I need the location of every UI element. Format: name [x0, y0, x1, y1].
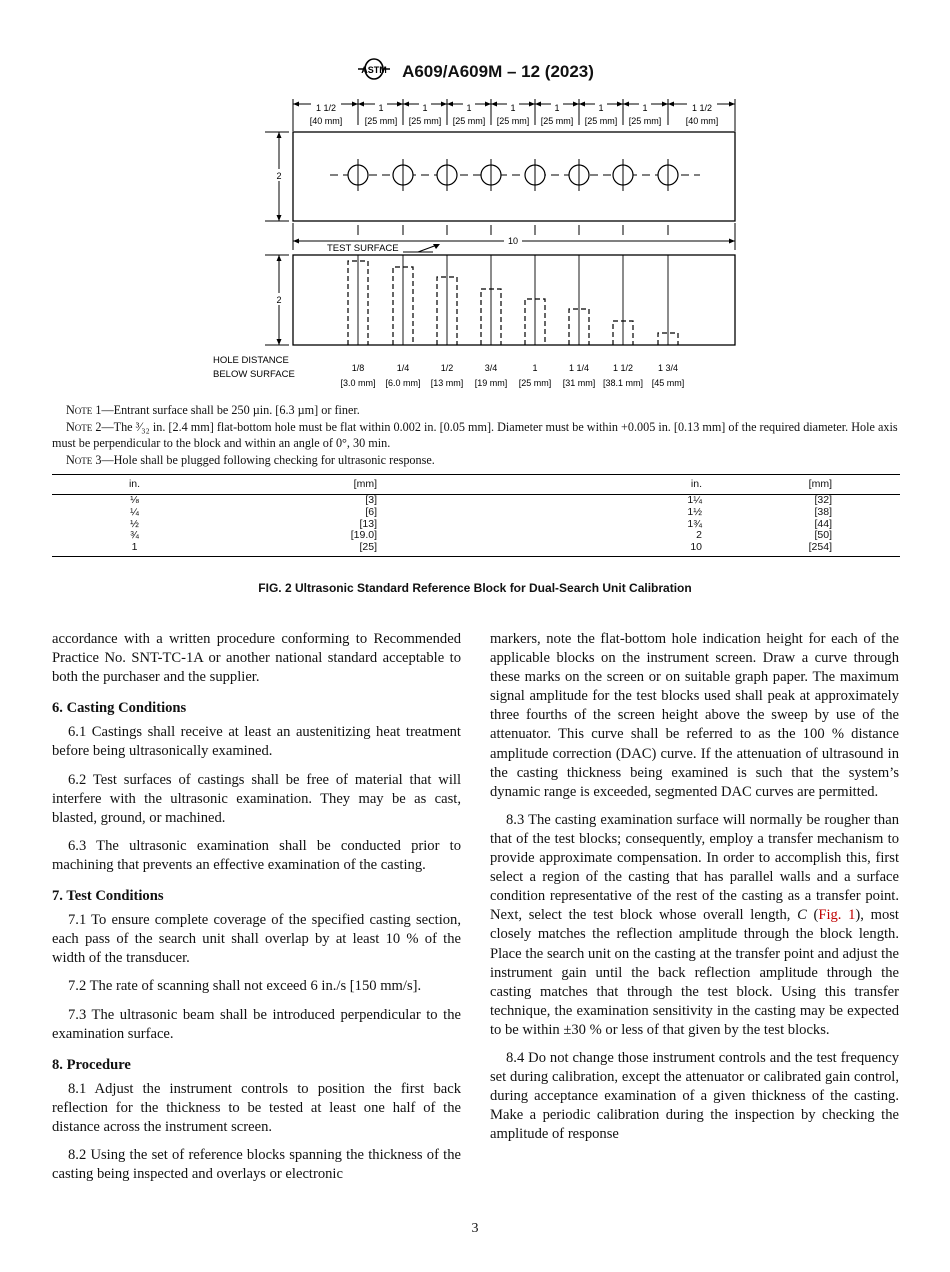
table-row [52, 519, 900, 531]
hole-depth-mm: [19 mm] [474, 378, 508, 388]
table-cell: [25] [217, 542, 377, 556]
paragraph: 7.1 To ensure complete coverage of the specified casting section, each pass of the search unit shall overlap by at least 10 % of the width of the transducer. [52, 912, 461, 967]
note-label: Note 1 [66, 403, 102, 417]
note-1 [52, 402, 900, 419]
reference-block-figure [205, 95, 765, 395]
paragraph: 8.2 Using the set of reference blocks spanning the thickness of the casting being inspected and overlays or electronic [52, 1147, 461, 1183]
table-cell: ⅛ [130, 494, 139, 506]
hole-depth-mm: [38.1 mm] [602, 378, 644, 388]
hole-depth-in: 1 1/2 [612, 363, 634, 373]
table-cell: [19.0] [350, 529, 377, 542]
height-label-bottom: 2 [276, 295, 282, 305]
note-label: Note 3 [66, 452, 102, 467]
table-cell: 1½ [687, 505, 702, 518]
test-surface-label: TEST SURFACE [327, 243, 399, 254]
top-dim-in: 1 [642, 103, 648, 113]
length-label: 10 [507, 236, 519, 246]
hole-depth-in: 1 1/4 [568, 363, 590, 373]
paragraph: 6.1 Castings shall receive at least an austenitizing heat treatment before being ultrasonically examined. [52, 724, 461, 760]
top-dim-mm: [25 mm] [496, 116, 530, 126]
note-text: —Hole shall be plugged following checking for ultrasonic response. [101, 452, 435, 467]
hole-depth-in: 1/2 [440, 363, 454, 373]
top-dim-mm: [25 mm] [408, 116, 442, 126]
paragraph: 7.3 The ultrasonic beam shall be introduced perpendicular to the examination surface. [52, 1006, 461, 1042]
table-row [52, 507, 900, 519]
table-cell: [254] [702, 542, 900, 556]
table-cell: [50] [814, 529, 832, 542]
table-cell: ¾ [130, 529, 139, 542]
top-dim-mm: [25 mm] [628, 116, 662, 126]
paragraph: 8.1 Adjust the instrument controls to position the first back reflection for the thickness to be tested at least one half of the distance across the instrument screen. [52, 1080, 461, 1135]
table-cell: 1 [52, 542, 217, 556]
paragraph: markers, note the flat-bottom hole indication height for each of the applicable blocks on the instrument screen. Draw a curve through these marks on the screen or on suitable graph paper. The maximum signal amplitude for the test blocks used shall peak at approximately three fourths of the screen height above the sweep by use of the attenuator. This curve shall be referred to as the 100 % distance amplitude correction (DAC) curve. If the attenuation of ultrasound in the casting thickness being examined is such that the system’s dynamic range is exceeded, segmented DAC curves are permitted. [490, 631, 899, 800]
top-dim-in: 1 [554, 103, 560, 113]
table-cell: 10 [377, 542, 702, 556]
figure-1-link[interactable]: Fig. 1 [818, 907, 856, 924]
conversion-table [52, 474, 900, 557]
table-row [52, 542, 900, 556]
table-row [52, 530, 900, 542]
hole-depth-in: 3/4 [484, 363, 498, 373]
table-cell: 2 [696, 529, 702, 542]
table-cell: [32] [814, 494, 832, 506]
paragraph: 8.4 Do not change those instrument controls and the test frequency set during calibration, except the attenuator or calibrated gain control, during acceptance examination of a given thickness of the casting. Make a periodic calibration during the inspection by checking the amplitude of response [490, 1049, 899, 1143]
column-header: [mm] [702, 475, 900, 495]
page-number: 3 [471, 1221, 479, 1236]
table-cell: [3] [365, 494, 377, 506]
top-dim-mm: [25 mm] [364, 116, 398, 126]
hole-distance-label: HOLE DISTANCE [213, 355, 289, 366]
figure-notes [52, 402, 900, 468]
logo-text: ASTM [361, 65, 387, 75]
hole-depth-mm: [3.0 mm] [340, 378, 376, 388]
table-cell: [13] [359, 517, 377, 530]
page-header [0, 58, 950, 85]
hole-depth-in: 1 3/4 [657, 363, 679, 373]
hole-depth-mm: [25 mm] [518, 378, 552, 388]
table-row [52, 495, 900, 507]
hole-depth-in: 1/4 [396, 363, 410, 373]
paragraph: 6.2 Test surfaces of castings shall be free of material that will interfere with the ultrasonic examination. They may be as cast, blasted, ground, or machined. [52, 771, 461, 826]
top-dim-mm: [25 mm] [540, 116, 574, 126]
section-heading: 6. Casting Conditions [52, 700, 187, 717]
hole-depth-in: 1 [532, 363, 538, 373]
top-dim-in: 1 [378, 103, 384, 113]
top-dim-in: 1 1/2 [315, 103, 337, 113]
top-dim-in: 1 1/2 [691, 103, 713, 113]
astm-logo-icon [356, 58, 392, 85]
table-cell: ½ [130, 517, 139, 530]
below-surface-label: BELOW SURFACE [213, 369, 295, 380]
table-header-row [52, 475, 900, 495]
table-cell: [38] [814, 505, 832, 518]
column-header: in. [52, 475, 217, 495]
section-heading: 8. Procedure [52, 1056, 131, 1073]
paragraph-text: ), most closely matches the reflection amplitude through the block length. Place the search unit on the casting at the transfer point and adjust the instrument gain until the back reflection amplitude through the casting matches that through the test block. Using this transfer technique, the examination sensitivity in the casting may be expected to be within ±30 % or less of that given by the test blocks. [490, 907, 899, 1038]
hole-depth-mm: [45 mm] [651, 378, 685, 388]
note-label: Note 2 [66, 419, 102, 434]
hole-depth-mm: [13 mm] [430, 378, 464, 388]
variable-c: C [797, 907, 807, 924]
figure-caption: FIG. 2 Ultrasonic Standard Reference Block for Dual-Search Unit Calibration [258, 581, 692, 595]
table-cell: [44] [814, 517, 832, 530]
hole-depth-in: 1/8 [351, 363, 365, 373]
paragraph-text: 8.3 The casting examination surface will normally be rougher than that of the test blocks; consequently, employ a transfer mechanism to provide approximate compensation. In order to accomplish this, first select a region of the casting that has parallel walls and a surface condition representative of the rest of the casting as a transfer point. Next, select the test block whose overall length, [490, 811, 899, 924]
paragraph: 7.2 The rate of scanning shall not exceed 6 in./s [150 mm/s]. [68, 978, 422, 995]
note-3 [52, 452, 900, 469]
right-column [490, 630, 899, 1144]
note-text: —The ³⁄₃₂ in. [2.4 mm] flat-bottom hole must be flat within 0.002 in. [0.05 mm]. Diameter must be within +0.005 in. [0.13 mm] of the required diameter. Hole axis must be perpendicular to the block and within an angle of 0°, 30 min. [52, 419, 898, 450]
left-column [52, 630, 461, 1184]
table-cell: 1¼ [687, 494, 702, 506]
hole-depth-mm: [31 mm] [562, 378, 596, 388]
top-dim-in: 1 [422, 103, 428, 113]
column-header: [mm] [217, 475, 377, 495]
top-dim-in: 1 [466, 103, 472, 113]
top-dim-in: 1 [598, 103, 604, 113]
paragraph: 6.3 The ultrasonic examination shall be conducted prior to machining that prevents an effective examination of the casting. [52, 837, 461, 873]
paragraph: accordance with a written procedure conforming to Recommended Practice No. SNT-TC-1A or another national standard acceptable to both the purchaser and the supplier. [52, 631, 461, 686]
paragraph: 8.3 The casting examination surface will normally be rougher than that of the test blocks; consequently, employ a transfer mechanism to provide approximate compensation. In order to accomplish this, first select a region of the casting that has parallel walls and a surface condition representative of the rest of the casting as a transfer point. Next, select the test block whose overall length, C (Fig. 1), most closely matches the reflection amplitude through the block length. Place the search unit on the casting at the transfer point and adjust the instrument gain until the back reflection amplitude through the casting matches that through the test block. Using this transfer technique, the examination sensitivity in the casting may be expected to be within ±30 % or less of that given by the test blocks. [490, 811, 899, 1038]
height-label-top: 2 [276, 171, 282, 181]
table-cell: [6] [365, 505, 377, 518]
top-dim-mm: [40 mm] [309, 116, 343, 126]
document-designation: A609/A609M – 12 (2023) [402, 61, 594, 81]
note-text: —Entrant surface shall be 250 µin. [6.3 µm] or finer. [101, 403, 360, 417]
top-dim-mm: [40 mm] [685, 116, 719, 126]
top-dim-in: 1 [510, 103, 516, 113]
table-cell: 1¾ [687, 517, 702, 530]
top-dim-mm: [25 mm] [584, 116, 618, 126]
hole-depth-mm: [6.0 mm] [385, 378, 421, 388]
section-heading: 7. Test Conditions [52, 888, 164, 905]
table-cell: ¼ [130, 505, 139, 518]
top-dim-mm: [25 mm] [452, 116, 486, 126]
column-header: in. [377, 475, 702, 495]
note-2 [52, 419, 900, 452]
